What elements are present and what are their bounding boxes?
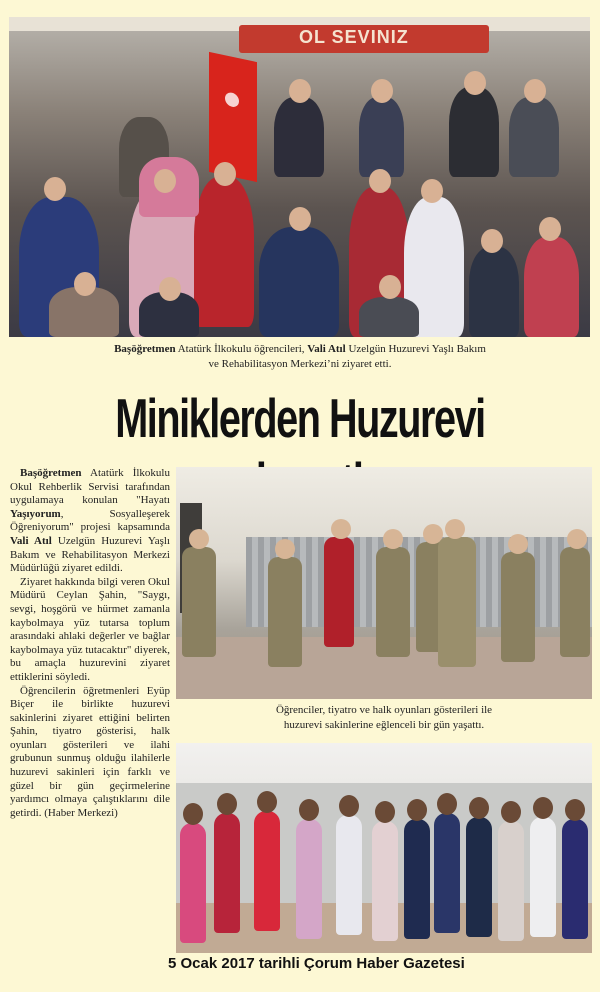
article-bold: Yaşıyorum (10, 507, 61, 520)
article-body (10, 467, 170, 820)
article-paragraph: Ziyaret hakkında bilgi veren Okul Müdürü Ceylan Şahin, "Saygı, sevgi, hoşgörü ve hürmet zamanla kaybolmaya yüz tutarsa toplum arasındaki ahlaki değerler ve bağlar kaybolmaya yüz tutacaktır" diyerek, bu amaçla huzurevini ziyaret ettiklerini söyledi. (10, 575, 170, 683)
building-sign-text: OL SEVINIZ (299, 27, 409, 47)
caption-text: Uzelgün Huzurevi Yaşlı Bakım (345, 343, 486, 355)
caption-bold-school: Başöğretmen (114, 343, 176, 355)
caption-text: Atatürk İlkokulu öğrencileri, (175, 343, 308, 355)
middle-photo-caption (176, 703, 592, 733)
singer (180, 823, 206, 943)
singer (296, 819, 322, 939)
performer (268, 557, 302, 667)
article-headline: Miniklerden Huzurevi (115, 387, 485, 449)
singer (372, 821, 398, 941)
article-paragraph: Öğrencilerin öğretmenleri Eyüp Biçer ile birlikte huzurevi sakinlerini ziyaret ettiğini belirten Şahin, tiyatro gösterisi, halk oyunları gösterileri ve ilahi grubunun sunmuş olduğu ilahilerle huzurevi sakinleri için farklı ve güzel bir gün geçirmelerine yardımcı olmaya çalıştıklarını dile getirdi. (Haber Merkezi) (10, 684, 170, 819)
performer (376, 547, 410, 657)
caption-bold-vali: Vali Atıl (307, 343, 346, 355)
group-of-children (19, 77, 579, 337)
singer (530, 817, 556, 937)
article-text: , Sosyalleşerek Öğreniyorum" projesi kapsamında (10, 507, 170, 534)
caption-text: Öğrenciler, tiyatro ve halk oyunları gösterileri ile (275, 704, 493, 716)
article-text: Atatürk İlkokulu Okul Rehberlik Servisi tarafından uygulamaya konulan "Hayatı (10, 467, 170, 507)
singer (466, 817, 492, 937)
caption-text: ve Rehabilitasyon Merkezi’ni ziyaret etti. (208, 358, 392, 370)
performer-zeybek (324, 537, 354, 647)
article-bold: Başöğretmen (20, 467, 82, 479)
performer (560, 547, 590, 657)
singer (562, 819, 588, 939)
newspaper-source-note: 5 Ocak 2017 tarihli Çorum Haber Gazetesi (168, 955, 465, 972)
singer (336, 815, 362, 935)
singer (254, 811, 280, 931)
caption-text: huzurevi sakinlerine eğlenceli bir gün yaşattı. (283, 719, 485, 731)
singer (498, 821, 524, 941)
article-paragraph (10, 467, 170, 576)
article-bold: Vali Atıl (10, 534, 52, 547)
choir-girls-photo (176, 743, 592, 953)
top-photo-caption (40, 342, 560, 372)
singer (404, 819, 430, 939)
performer (438, 537, 476, 667)
top-group-photo (9, 17, 590, 337)
performer (501, 552, 535, 662)
theater-performance-photo (176, 467, 592, 699)
performer (182, 547, 216, 657)
singer (214, 813, 240, 933)
article-text: Uzelgün Huzurevi Yaşlı Bakım ve Rehabilitasyon Merkezi Müdürlüğü ziyaret edildi. (10, 534, 170, 575)
singer (434, 813, 460, 933)
building-sign (239, 25, 489, 53)
